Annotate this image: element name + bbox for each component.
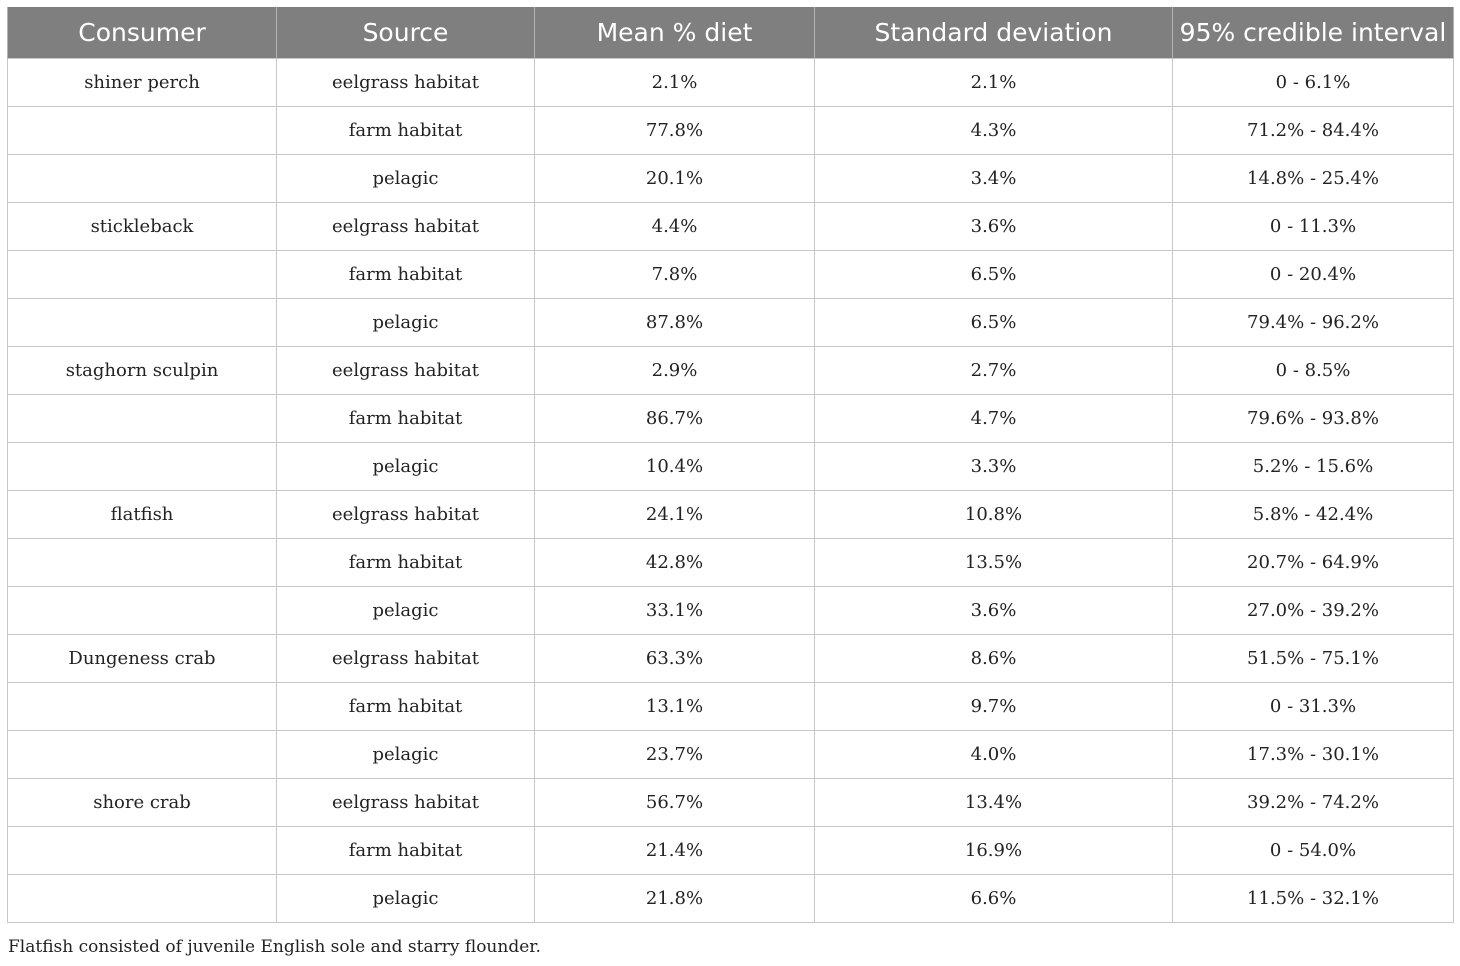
cell-standard-deviation: 16.9% xyxy=(815,827,1173,875)
cell-mean-diet: 21.4% xyxy=(535,827,815,875)
cell-source: farm habitat xyxy=(277,251,535,299)
cell-credible-interval: 0 - 20.4% xyxy=(1173,251,1454,299)
table-row xyxy=(8,875,1454,923)
cell-consumer: shore crab xyxy=(8,779,277,827)
diet-table-container xyxy=(7,7,1453,923)
cell-credible-interval: 5.8% - 42.4% xyxy=(1173,491,1454,539)
header-mean-diet: Mean % diet xyxy=(535,7,815,59)
cell-standard-deviation: 2.1% xyxy=(815,59,1173,107)
cell-consumer xyxy=(8,587,277,635)
cell-credible-interval: 79.4% - 96.2% xyxy=(1173,299,1454,347)
cell-standard-deviation: 13.4% xyxy=(815,779,1173,827)
cell-consumer: shiner perch xyxy=(8,59,277,107)
cell-source: eelgrass habitat xyxy=(277,779,535,827)
cell-source: pelagic xyxy=(277,299,535,347)
cell-mean-diet: 4.4% xyxy=(535,203,815,251)
table-row xyxy=(8,827,1454,875)
cell-source: pelagic xyxy=(277,443,535,491)
table-row xyxy=(8,731,1454,779)
cell-consumer xyxy=(8,731,277,779)
table-row xyxy=(8,395,1454,443)
table-row xyxy=(8,155,1454,203)
table-row xyxy=(8,587,1454,635)
cell-consumer: staghorn sculpin xyxy=(8,347,277,395)
cell-standard-deviation: 9.7% xyxy=(815,683,1173,731)
cell-consumer xyxy=(8,107,277,155)
cell-consumer xyxy=(8,251,277,299)
cell-source: farm habitat xyxy=(277,395,535,443)
cell-source: pelagic xyxy=(277,587,535,635)
cell-mean-diet: 21.8% xyxy=(535,875,815,923)
cell-credible-interval: 11.5% - 32.1% xyxy=(1173,875,1454,923)
cell-source: eelgrass habitat xyxy=(277,203,535,251)
cell-standard-deviation: 6.5% xyxy=(815,251,1173,299)
cell-standard-deviation: 3.6% xyxy=(815,203,1173,251)
table-row xyxy=(8,683,1454,731)
table-row xyxy=(8,635,1454,683)
cell-mean-diet: 2.9% xyxy=(535,347,815,395)
table-row xyxy=(8,347,1454,395)
header-standard-deviation: Standard deviation xyxy=(815,7,1173,59)
cell-consumer xyxy=(8,683,277,731)
header-consumer: Consumer xyxy=(8,7,277,59)
cell-consumer xyxy=(8,875,277,923)
cell-standard-deviation: 4.0% xyxy=(815,731,1173,779)
cell-source: farm habitat xyxy=(277,107,535,155)
cell-consumer: Dungeness crab xyxy=(8,635,277,683)
cell-source: pelagic xyxy=(277,731,535,779)
table-row xyxy=(8,107,1454,155)
cell-mean-diet: 42.8% xyxy=(535,539,815,587)
header-credible-interval: 95% credible interval xyxy=(1173,7,1454,59)
cell-standard-deviation: 2.7% xyxy=(815,347,1173,395)
cell-standard-deviation: 4.3% xyxy=(815,107,1173,155)
cell-mean-diet: 20.1% xyxy=(535,155,815,203)
cell-mean-diet: 7.8% xyxy=(535,251,815,299)
cell-standard-deviation: 4.7% xyxy=(815,395,1173,443)
cell-standard-deviation: 3.6% xyxy=(815,587,1173,635)
cell-mean-diet: 23.7% xyxy=(535,731,815,779)
header-row xyxy=(8,7,1454,59)
cell-standard-deviation: 6.5% xyxy=(815,299,1173,347)
cell-credible-interval: 79.6% - 93.8% xyxy=(1173,395,1454,443)
cell-mean-diet: 2.1% xyxy=(535,59,815,107)
cell-standard-deviation: 6.6% xyxy=(815,875,1173,923)
cell-mean-diet: 24.1% xyxy=(535,491,815,539)
cell-standard-deviation: 3.4% xyxy=(815,155,1173,203)
table-footnote: Flatfish consisted of juvenile English sole and starry flounder. xyxy=(8,937,541,957)
cell-source: eelgrass habitat xyxy=(277,635,535,683)
cell-mean-diet: 33.1% xyxy=(535,587,815,635)
diet-composition-table xyxy=(7,7,1454,923)
cell-consumer xyxy=(8,299,277,347)
cell-credible-interval: 20.7% - 64.9% xyxy=(1173,539,1454,587)
cell-credible-interval: 51.5% - 75.1% xyxy=(1173,635,1454,683)
cell-mean-diet: 13.1% xyxy=(535,683,815,731)
header-source: Source xyxy=(277,7,535,59)
table-row xyxy=(8,203,1454,251)
table-row xyxy=(8,251,1454,299)
cell-credible-interval: 14.8% - 25.4% xyxy=(1173,155,1454,203)
table-row xyxy=(8,779,1454,827)
cell-credible-interval: 0 - 11.3% xyxy=(1173,203,1454,251)
cell-credible-interval: 0 - 31.3% xyxy=(1173,683,1454,731)
cell-credible-interval: 0 - 6.1% xyxy=(1173,59,1454,107)
cell-source: eelgrass habitat xyxy=(277,491,535,539)
cell-credible-interval: 71.2% - 84.4% xyxy=(1173,107,1454,155)
table-body xyxy=(8,59,1454,923)
cell-credible-interval: 17.3% - 30.1% xyxy=(1173,731,1454,779)
cell-credible-interval: 27.0% - 39.2% xyxy=(1173,587,1454,635)
cell-credible-interval: 39.2% - 74.2% xyxy=(1173,779,1454,827)
table-row xyxy=(8,443,1454,491)
cell-source: farm habitat xyxy=(277,539,535,587)
cell-mean-diet: 87.8% xyxy=(535,299,815,347)
cell-standard-deviation: 10.8% xyxy=(815,491,1173,539)
cell-mean-diet: 56.7% xyxy=(535,779,815,827)
cell-credible-interval: 0 - 54.0% xyxy=(1173,827,1454,875)
cell-standard-deviation: 3.3% xyxy=(815,443,1173,491)
cell-mean-diet: 10.4% xyxy=(535,443,815,491)
cell-consumer xyxy=(8,539,277,587)
cell-standard-deviation: 8.6% xyxy=(815,635,1173,683)
table-header xyxy=(8,7,1454,59)
cell-mean-diet: 86.7% xyxy=(535,395,815,443)
cell-consumer: flatfish xyxy=(8,491,277,539)
cell-consumer xyxy=(8,155,277,203)
cell-source: pelagic xyxy=(277,875,535,923)
cell-source: farm habitat xyxy=(277,827,535,875)
cell-consumer xyxy=(8,395,277,443)
cell-standard-deviation: 13.5% xyxy=(815,539,1173,587)
cell-source: eelgrass habitat xyxy=(277,59,535,107)
cell-consumer xyxy=(8,827,277,875)
cell-credible-interval: 5.2% - 15.6% xyxy=(1173,443,1454,491)
table-row xyxy=(8,539,1454,587)
cell-source: pelagic xyxy=(277,155,535,203)
cell-mean-diet: 77.8% xyxy=(535,107,815,155)
cell-mean-diet: 63.3% xyxy=(535,635,815,683)
cell-credible-interval: 0 - 8.5% xyxy=(1173,347,1454,395)
table-row xyxy=(8,59,1454,107)
cell-consumer xyxy=(8,443,277,491)
table-row xyxy=(8,491,1454,539)
cell-source: eelgrass habitat xyxy=(277,347,535,395)
cell-consumer: stickleback xyxy=(8,203,277,251)
table-row xyxy=(8,299,1454,347)
cell-source: farm habitat xyxy=(277,683,535,731)
